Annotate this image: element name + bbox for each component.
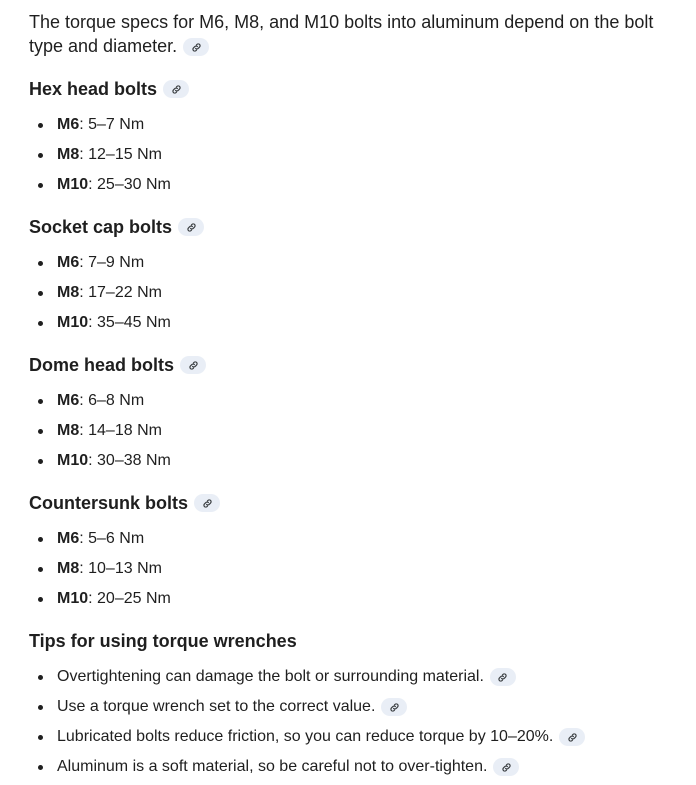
link-icon	[171, 84, 182, 95]
list-item	[29, 248, 669, 278]
bolt-size: M8	[57, 560, 80, 577]
bolt-size: M8	[57, 422, 80, 439]
source-link-chip[interactable]	[180, 356, 206, 374]
source-link-chip[interactable]	[178, 218, 204, 236]
bolt-size: M6	[57, 392, 80, 409]
torque-value: : 6–8 Nm	[79, 392, 145, 409]
section-title	[29, 216, 669, 238]
tip-text: Lubricated bolts reduce friction, so you can reduce torque by 10–20%.	[57, 728, 554, 745]
source-link-chip[interactable]	[194, 494, 220, 512]
list-item	[29, 308, 669, 338]
section-title	[29, 354, 669, 376]
torque-value: : 20–25 Nm	[88, 590, 171, 607]
link-icon	[188, 360, 199, 371]
tips-list	[29, 662, 669, 782]
bolt-size: M8	[57, 284, 80, 301]
tip-text: Use a torque wrench set to the correct value.	[57, 698, 376, 715]
torque-value: : 12–15 Nm	[79, 146, 162, 163]
spec-list	[29, 110, 669, 200]
section-countersunk	[29, 492, 669, 614]
link-icon	[501, 762, 512, 773]
list-item	[29, 554, 669, 584]
torque-value: : 25–30 Nm	[88, 176, 171, 193]
source-link-chip[interactable]	[183, 38, 209, 56]
list-item	[29, 692, 669, 722]
list-item	[29, 722, 669, 752]
list-item	[29, 416, 669, 446]
list-item	[29, 662, 669, 692]
section-tips	[29, 630, 669, 782]
spec-list	[29, 386, 669, 476]
list-item	[29, 524, 669, 554]
bolt-size: M6	[57, 254, 80, 271]
link-icon	[186, 222, 197, 233]
bolt-size: M6	[57, 530, 80, 547]
torque-value: : 30–38 Nm	[88, 452, 171, 469]
bolt-size: M6	[57, 116, 80, 133]
section-title-text: Socket cap bolts	[29, 217, 173, 237]
torque-value: : 7–9 Nm	[79, 254, 145, 271]
section-socket-cap	[29, 216, 669, 338]
torque-value: : 17–22 Nm	[79, 284, 162, 301]
section-title-text: Dome head bolts	[29, 355, 175, 375]
section-title-text: Countersunk bolts	[29, 493, 189, 513]
link-icon	[389, 702, 400, 713]
source-link-chip[interactable]	[559, 728, 585, 746]
bolt-size: M8	[57, 146, 80, 163]
spec-list	[29, 248, 669, 338]
tip-text: Overtightening can damage the bolt or surrounding material.	[57, 668, 484, 685]
bolt-size: M10	[57, 176, 89, 193]
list-item	[29, 584, 669, 614]
source-link-chip[interactable]	[163, 80, 189, 98]
torque-value: : 5–6 Nm	[79, 530, 145, 547]
section-title	[29, 78, 669, 100]
section-title: Tips for using torque wrenches	[29, 631, 297, 651]
list-item	[29, 446, 669, 476]
list-item	[29, 110, 669, 140]
torque-value: : 10–13 Nm	[79, 560, 162, 577]
list-item	[29, 386, 669, 416]
list-item	[29, 278, 669, 308]
link-icon	[497, 672, 508, 683]
link-icon	[191, 42, 202, 53]
torque-value: : 5–7 Nm	[79, 116, 145, 133]
section-hex-head	[29, 78, 669, 200]
list-item	[29, 170, 669, 200]
source-link-chip[interactable]	[490, 668, 516, 686]
spec-list	[29, 524, 669, 614]
link-icon	[202, 498, 213, 509]
section-title	[29, 492, 669, 514]
bolt-size: M10	[57, 590, 89, 607]
source-link-chip[interactable]	[493, 758, 519, 776]
list-item	[29, 140, 669, 170]
torque-value: : 14–18 Nm	[79, 422, 162, 439]
tip-text: Aluminum is a soft material, so be careful not to over-tighten.	[57, 758, 488, 775]
list-item	[29, 752, 669, 782]
intro-text: The torque specs for M6, M8, and M10 bolts into aluminum depend on the bolt type and diameter.	[29, 12, 654, 56]
link-icon	[567, 732, 578, 743]
section-dome-head	[29, 354, 669, 476]
torque-value: : 35–45 Nm	[88, 314, 171, 331]
section-title-text: Hex head bolts	[29, 79, 158, 99]
intro-paragraph	[29, 10, 665, 58]
bolt-size: M10	[57, 452, 89, 469]
source-link-chip[interactable]	[381, 698, 407, 716]
bolt-size: M10	[57, 314, 89, 331]
